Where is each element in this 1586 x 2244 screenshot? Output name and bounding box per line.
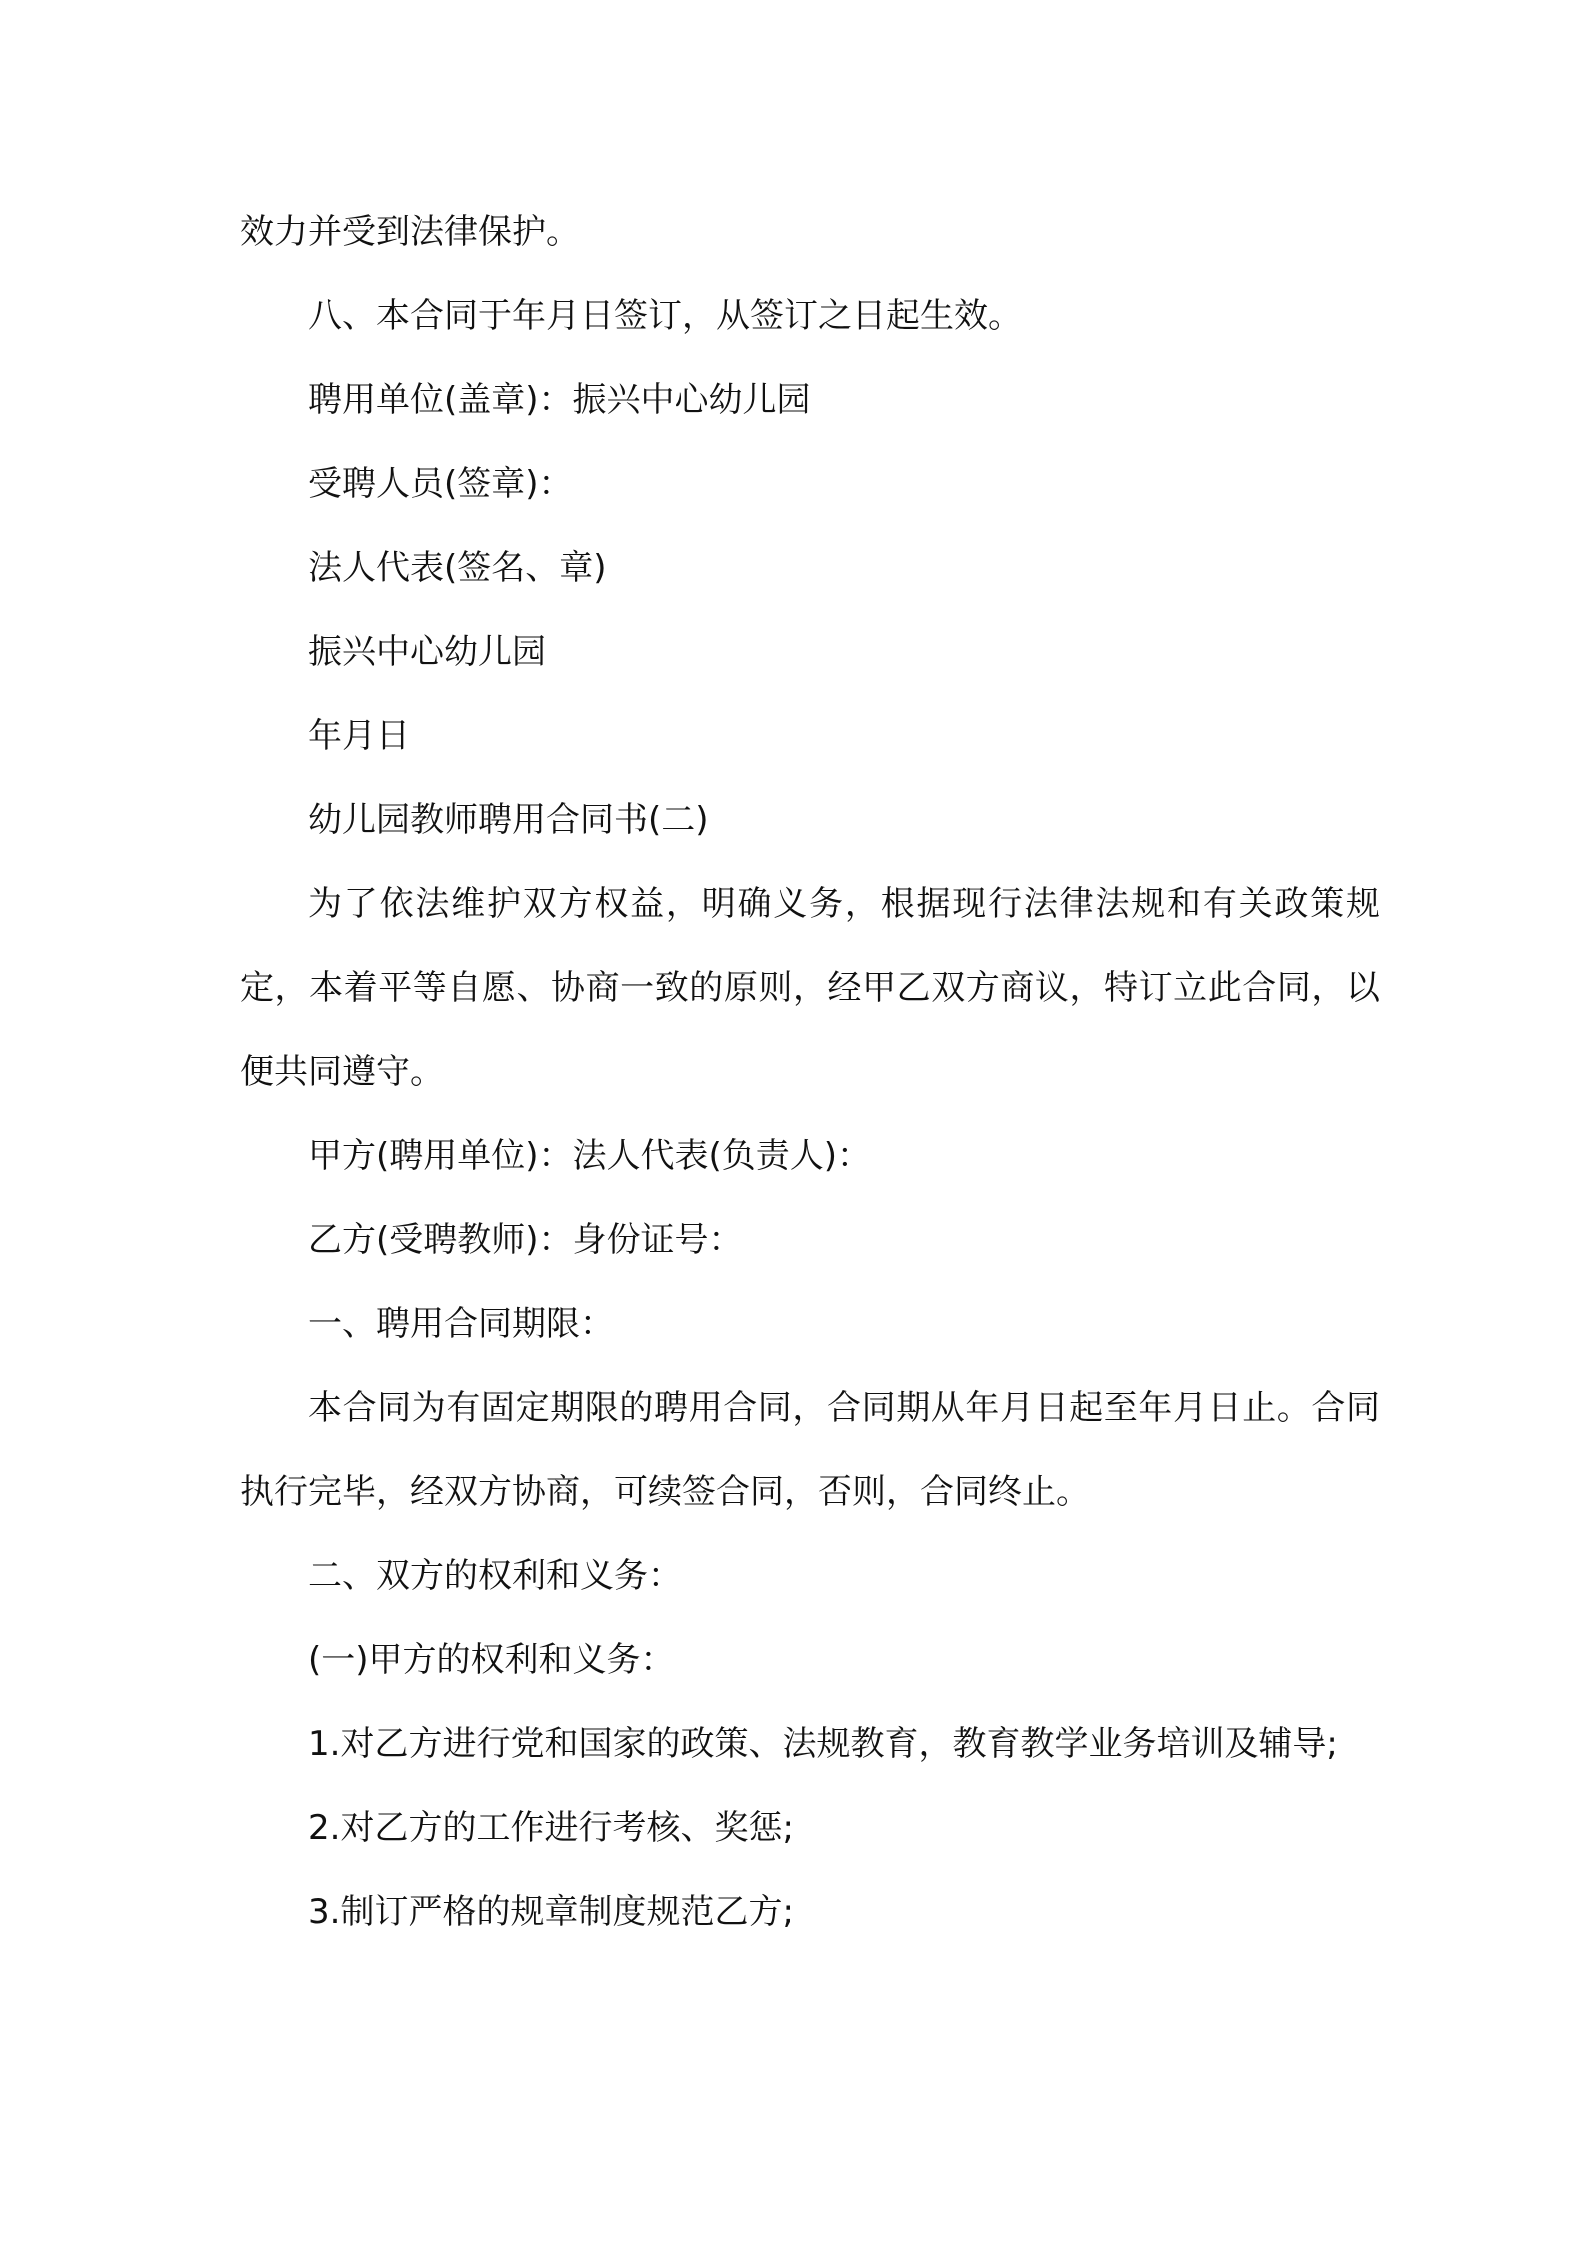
paragraph-employer-seal: 聘用单位(盖章)：振兴中心幼儿园 [308, 380, 811, 420]
paragraph-item-3: 3.制订严格的规章制度规范乙方; [308, 1892, 794, 1932]
document-body [240, 190, 1380, 1954]
paragraph-party-a: 甲方(聘用单位)：法人代表(负责人)： [308, 1136, 872, 1176]
paragraph-contract-title-2: 幼儿园教师聘用合同书(二) [308, 800, 709, 840]
paragraph-party-a-rights-heading: (一)甲方的权利和义务： [308, 1640, 675, 1680]
paragraph-section-1-heading: 一、聘用合同期限： [308, 1304, 614, 1344]
paragraph-section-2-heading: 二、双方的权利和义务： [308, 1556, 682, 1596]
paragraph-term: 本合同为有固定期限的聘用合同，合同期从年月日起至年月日止。合同执行完毕，经双方协商，可续签合同，否则，合同终止。 [240, 1388, 1380, 1512]
paragraph-date: 年月日 [308, 716, 410, 756]
paragraph-organization-name: 振兴中心幼儿园 [308, 632, 546, 672]
paragraph-party-b: 乙方(受聘教师)：身份证号： [308, 1220, 743, 1260]
paragraph-legal-representative: 法人代表(签名、章) [308, 548, 607, 588]
paragraph-preamble: 为了依法维护双方权益，明确义务，根据现行法律法规和有关政策规定，本着平等自愿、协商一致的原则，经甲乙双方商议，特订立此合同，以便共同遵守。 [240, 884, 1380, 1092]
paragraph-item-1: 1.对乙方进行党和国家的政策、法规教育，教育教学业务培训及辅导; [308, 1724, 1338, 1764]
paragraph-item-2: 2.对乙方的工作进行考核、奖惩; [308, 1808, 794, 1848]
paragraph-validity: 效力并受到法律保护。 [240, 212, 580, 252]
paragraph-clause-8: 八、本合同于年月日签订，从签订之日起生效。 [308, 296, 1022, 336]
paragraph-employee-signature: 受聘人员(签章)： [308, 464, 573, 504]
